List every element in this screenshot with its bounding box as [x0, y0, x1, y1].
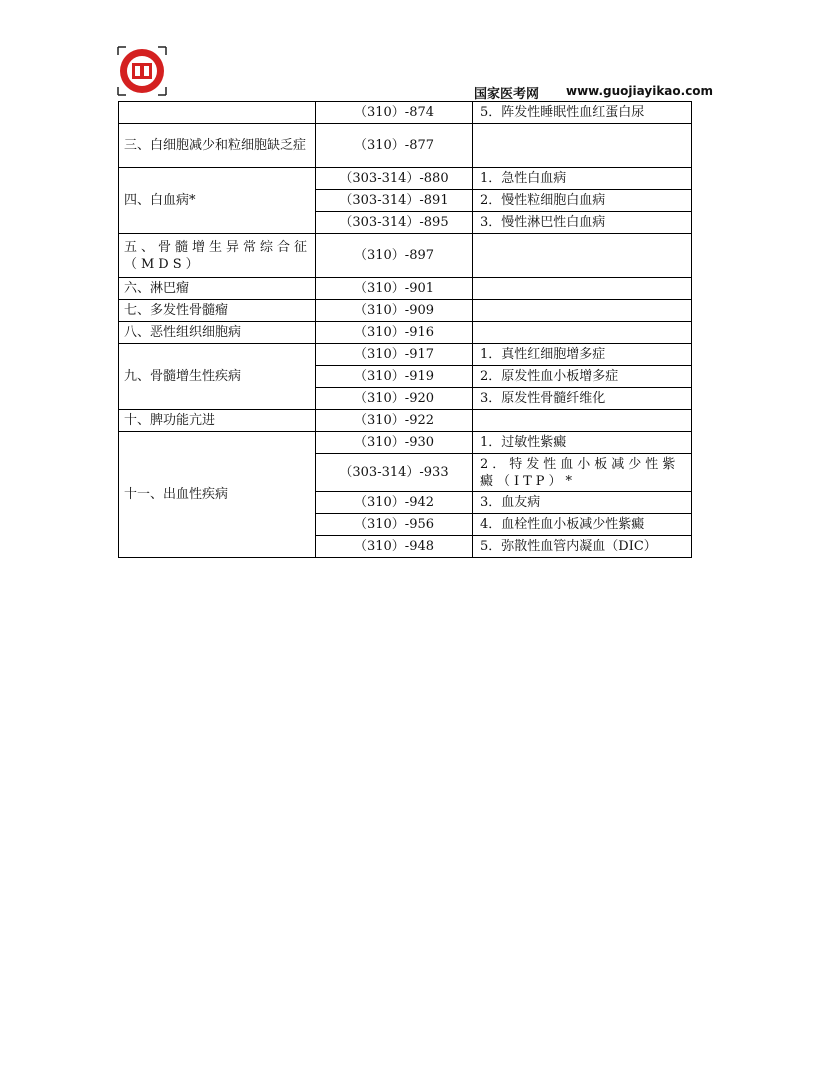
item-cell: 1．急性白血病 — [473, 168, 692, 190]
category-cell: 十一、出血性疾病 — [119, 432, 316, 558]
category-cell: 四、白血病* — [119, 168, 316, 234]
item-cell — [473, 234, 692, 278]
code-cell: （310）-920 — [316, 388, 473, 410]
code-cell: （303-314）-933 — [316, 454, 473, 492]
category-cell: 六、淋巴瘤 — [119, 278, 316, 300]
code-cell: （310）-942 — [316, 492, 473, 514]
item-cell — [473, 278, 692, 300]
category-cell — [119, 102, 316, 124]
code-cell: （310）-909 — [316, 300, 473, 322]
logo-icon — [116, 45, 168, 97]
item-cell: 3．血友病 — [473, 492, 692, 514]
item-cell: 2．特发性血小板减少性紫癜（ITP）* — [473, 454, 692, 492]
category-cell: 三、白细胞减少和粒细胞缺乏症 — [119, 124, 316, 168]
item-cell — [473, 410, 692, 432]
table-row — [119, 124, 692, 168]
category-cell: 九、骨髓增生性疾病 — [119, 344, 316, 410]
code-cell: （310）-897 — [316, 234, 473, 278]
category-cell: 七、多发性骨髓瘤 — [119, 300, 316, 322]
site-name: 国家医考网 — [474, 87, 540, 102]
code-cell: （310）-874 — [316, 102, 473, 124]
item-cell — [473, 124, 692, 168]
code-cell: （310）-956 — [316, 514, 473, 536]
code-cell: （310）-930 — [316, 432, 473, 454]
site-url: www.guojiayikao.com — [566, 84, 714, 98]
table-row — [119, 410, 692, 432]
table-row — [119, 322, 692, 344]
category-cell: 五、骨髓增生异常综合征（MDS） — [119, 234, 316, 278]
disease-code-table — [118, 101, 692, 558]
code-cell: （310）-948 — [316, 536, 473, 558]
code-cell: （310）-901 — [316, 278, 473, 300]
table-row — [119, 278, 692, 300]
item-cell: 1．真性红细胞增多症 — [473, 344, 692, 366]
code-cell: （310）-922 — [316, 410, 473, 432]
category-cell: 十、脾功能亢进 — [119, 410, 316, 432]
table-row — [119, 432, 692, 454]
item-cell: 2．原发性血小板增多症 — [473, 366, 692, 388]
table-row — [119, 344, 692, 366]
item-cell: 3．慢性淋巴性白血病 — [473, 212, 692, 234]
item-cell: 1．过敏性紫癜 — [473, 432, 692, 454]
table-row — [119, 234, 692, 278]
code-cell: （310）-917 — [316, 344, 473, 366]
code-cell: （303-314）-891 — [316, 190, 473, 212]
item-cell: 5．阵发性睡眠性血红蛋白尿 — [473, 102, 692, 124]
code-cell: （303-314）-880 — [316, 168, 473, 190]
item-cell — [473, 300, 692, 322]
item-cell: 4．血栓性血小板减少性紫癜 — [473, 514, 692, 536]
category-cell: 八、恶性组织细胞病 — [119, 322, 316, 344]
code-cell: （310）-919 — [316, 366, 473, 388]
item-cell: 5．弥散性血管内凝血（DIC） — [473, 536, 692, 558]
code-cell: （310）-877 — [316, 124, 473, 168]
code-cell: （310）-916 — [316, 322, 473, 344]
item-cell: 3．原发性骨髓纤维化 — [473, 388, 692, 410]
code-cell: （303-314）-895 — [316, 212, 473, 234]
table-row — [119, 168, 692, 190]
item-cell: 2．慢性粒细胞白血病 — [473, 190, 692, 212]
table-row — [119, 300, 692, 322]
item-cell — [473, 322, 692, 344]
table-row — [119, 102, 692, 124]
